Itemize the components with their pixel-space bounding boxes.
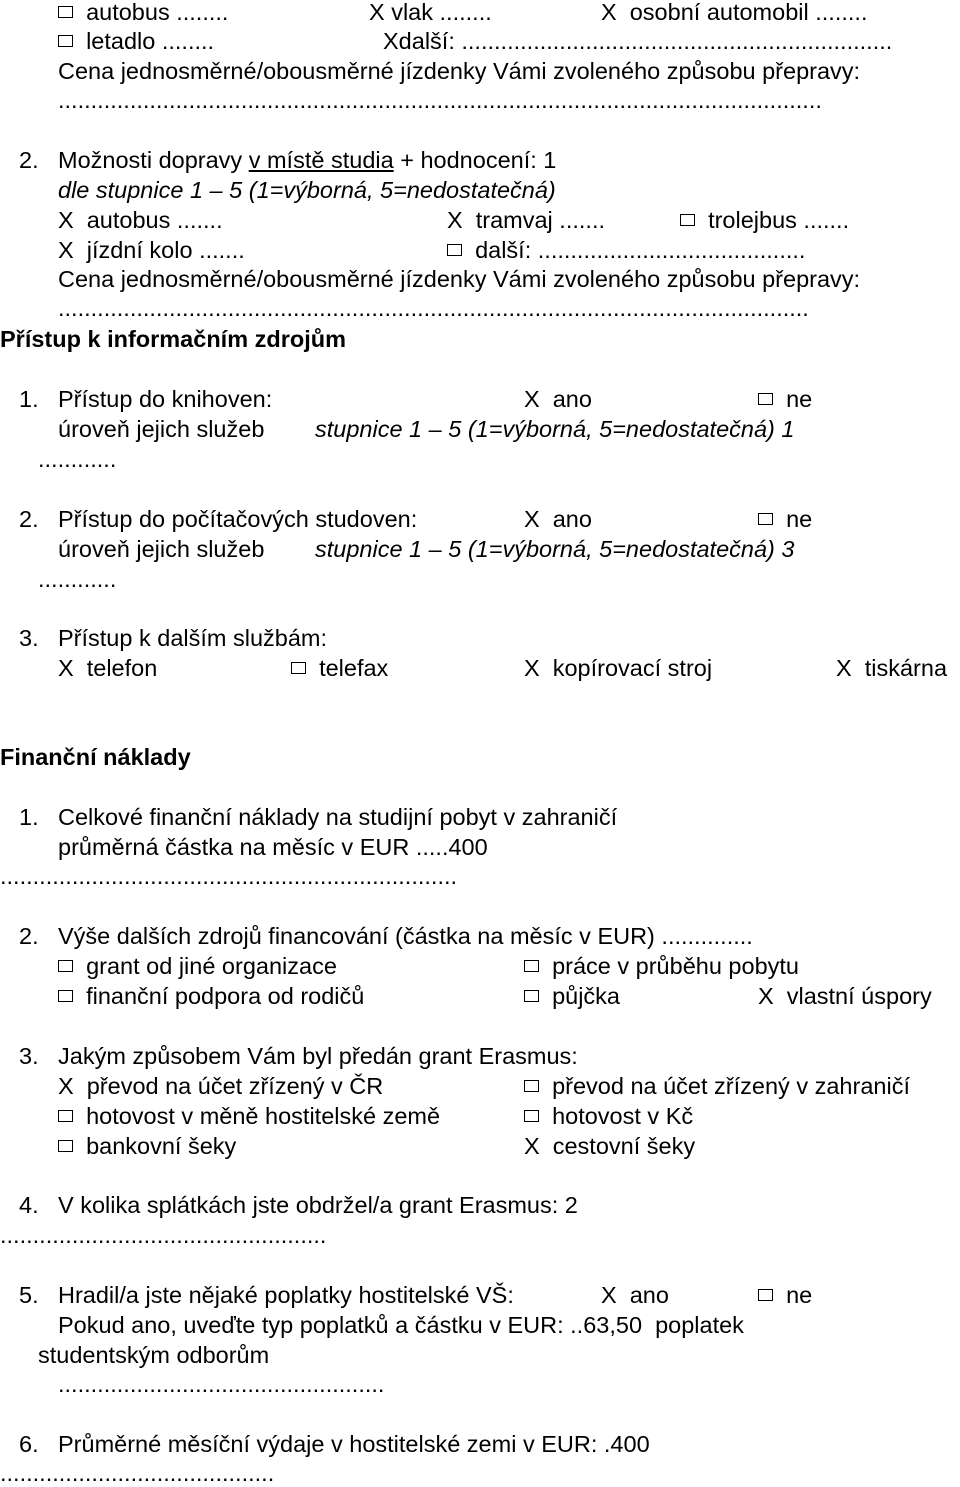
answer-prumerna-castka[interactable]: průměrná částka na měsíc v EUR .....400 xyxy=(58,834,488,860)
question-number: 2. xyxy=(19,147,39,173)
checkbox-icon[interactable] xyxy=(447,244,462,256)
checkbox-icon[interactable] xyxy=(524,960,539,972)
option-podpora-rodicu[interactable]: finanční podpora od rodičů xyxy=(58,982,364,1010)
question-dalsi-zdroje[interactable]: Výše dalších zdrojů financování (částka na měsíc v EUR) .............. xyxy=(58,923,753,949)
question-predani-grantu: Jakým způsobem Vám byl předán grant Erasmus: xyxy=(58,1043,578,1069)
option-tramvaj[interactable]: X tramvaj ....... xyxy=(447,207,606,233)
answer-dots[interactable]: ............ xyxy=(38,566,117,592)
option-trolejbus[interactable]: trolejbus ....... xyxy=(680,206,849,234)
answer-poplatky[interactable]: Pokud ano, uveďte typ poplatků a částku v EUR: ..63,50 poplatek xyxy=(58,1312,744,1338)
checkbox-icon[interactable] xyxy=(58,990,73,1002)
option-ne[interactable]: ne xyxy=(758,385,812,413)
section-heading-finance: Finanční náklady xyxy=(0,744,191,770)
option-hotovost-kc[interactable]: hotovost v Kč xyxy=(524,1102,693,1130)
rating-scale[interactable]: stupnice 1 – 5 (1=výborná, 5=nedostatečná) 3 xyxy=(315,536,795,562)
cena-answer-local[interactable]: ................................................................................................................... xyxy=(58,295,809,321)
option-bankovni-seky[interactable]: bankovní šeky xyxy=(58,1132,236,1160)
option-grant[interactable]: grant od jiné organizace xyxy=(58,952,337,980)
section-heading-info: Přístup k informačním zdrojům xyxy=(0,326,347,352)
question-number: 2. xyxy=(19,506,39,532)
question-local-transport: Možnosti dopravy v místě studia + hodnocení: 1 xyxy=(58,147,557,173)
question-dalsi-sluzby: Přístup k dalším službám: xyxy=(58,625,328,651)
cena-answer[interactable]: ..................................................................................................................... xyxy=(58,87,822,113)
option-ano[interactable]: X ano xyxy=(524,506,592,532)
option-pujcka[interactable]: půjčka xyxy=(524,982,620,1010)
rating-scale: dle stupnice 1 – 5 (1=výborná, 5=nedostatečná) xyxy=(58,177,556,203)
cena-label: Cena jednosměrné/obousměrné jízdenky Vámi zvoleného způsobu přepravy: xyxy=(58,58,861,84)
question-number: 2. xyxy=(19,923,39,949)
option-cestovni-seky[interactable]: X cestovní šeky xyxy=(524,1133,696,1159)
option-hotovost-host[interactable]: hotovost v měně hostitelské země xyxy=(58,1102,440,1130)
level-label: úroveň jejich služeb xyxy=(58,416,265,442)
option-ano[interactable]: X ano xyxy=(601,1282,669,1308)
option-ano[interactable]: X ano xyxy=(524,386,592,412)
checkbox-icon[interactable] xyxy=(524,1110,539,1122)
option-vlak[interactable]: X vlak ........ xyxy=(369,0,492,25)
question-poplatky: Hradil/a jste nějaké poplatky hostitelské VŠ: xyxy=(58,1282,514,1308)
question-pc-studovny: Přístup do počítačových studoven: xyxy=(58,506,418,532)
checkbox-icon[interactable] xyxy=(680,214,695,226)
checkbox-icon[interactable] xyxy=(58,6,73,18)
answer-dots[interactable]: ............ xyxy=(38,446,117,472)
checkbox-icon[interactable] xyxy=(758,1289,773,1301)
checkbox-icon[interactable] xyxy=(524,990,539,1002)
option-dalsi[interactable]: Xdalší: .................................................................. xyxy=(383,28,893,54)
answer-dots[interactable]: ...................................................................... xyxy=(0,863,458,889)
option-jizdni-kolo[interactable]: X jízdní kolo ....... xyxy=(58,237,245,263)
option-prace[interactable]: práce v průběhu pobytu xyxy=(524,952,799,980)
option-ne[interactable]: ne xyxy=(758,1281,812,1309)
option-kopirovaci-stroj[interactable]: X kopírovací stroj xyxy=(524,655,713,681)
cena-label-local: Cena jednosměrné/obousměrné jízdenky Vámi zvoleného způsobu přepravy: xyxy=(58,266,861,292)
checkbox-icon[interactable] xyxy=(58,35,73,47)
option-autobus[interactable]: autobus ........ xyxy=(58,0,228,26)
question-celkove-naklady: Celkové finanční náklady na studijní pobyt v zahraničí xyxy=(58,804,618,830)
checkbox-icon[interactable] xyxy=(524,1080,539,1092)
question-number: 6. xyxy=(19,1431,39,1457)
answer-dots[interactable]: .................................................. xyxy=(58,1371,385,1397)
question-number: 4. xyxy=(19,1192,39,1218)
checkbox-icon[interactable] xyxy=(58,1140,73,1152)
question-number: 3. xyxy=(19,1043,39,1069)
answer-dots[interactable]: .................................................. xyxy=(0,1222,327,1248)
option-letadlo[interactable]: letadlo ........ xyxy=(58,27,214,55)
checkbox-icon[interactable] xyxy=(58,960,73,972)
option-telefon[interactable]: X telefon xyxy=(58,655,158,681)
question-number: 1. xyxy=(19,386,39,412)
option-ucet-cr[interactable]: X převod na účet zřízený v ČR xyxy=(58,1073,384,1099)
question-number: 3. xyxy=(19,625,39,651)
option-tiskarna[interactable]: X tiskárna xyxy=(836,655,948,681)
checkbox-icon[interactable] xyxy=(758,393,773,405)
question-number: 1. xyxy=(19,804,39,830)
option-dalsi-local[interactable]: další: ......................................... xyxy=(447,236,805,264)
option-ucet-zahranici[interactable]: převod na účet zřízený v zahraničí xyxy=(524,1072,910,1100)
checkbox-icon[interactable] xyxy=(758,513,773,525)
option-osobni-automobil[interactable]: X osobní automobil ........ xyxy=(601,0,868,25)
answer-dots[interactable]: .......................................... xyxy=(0,1460,275,1486)
rating-scale[interactable]: stupnice 1 – 5 (1=výborná, 5=nedostatečná) 1 xyxy=(315,416,795,442)
option-ne[interactable]: ne xyxy=(758,505,812,533)
option-vlastni-uspory[interactable]: X vlastní úspory xyxy=(758,983,932,1009)
option-telefax[interactable]: telefax xyxy=(291,654,388,682)
checkbox-icon[interactable] xyxy=(58,1110,73,1122)
checkbox-icon[interactable] xyxy=(291,662,306,674)
question-splatky[interactable]: V kolika splátkách jste obdržel/a grant Erasmus: 2 xyxy=(58,1192,578,1218)
option-autobus-local[interactable]: X autobus ....... xyxy=(58,207,223,233)
question-mesicni-vydaje[interactable]: Průměrné měsíční výdaje v hostitelské zemi v EUR: .400 xyxy=(58,1431,650,1457)
answer-poplatky-cont[interactable]: studentským odborům xyxy=(38,1342,270,1368)
question-number: 5. xyxy=(19,1282,39,1308)
level-label: úroveň jejich služeb xyxy=(58,536,265,562)
question-knihovny: Přístup do knihoven: xyxy=(58,386,273,412)
